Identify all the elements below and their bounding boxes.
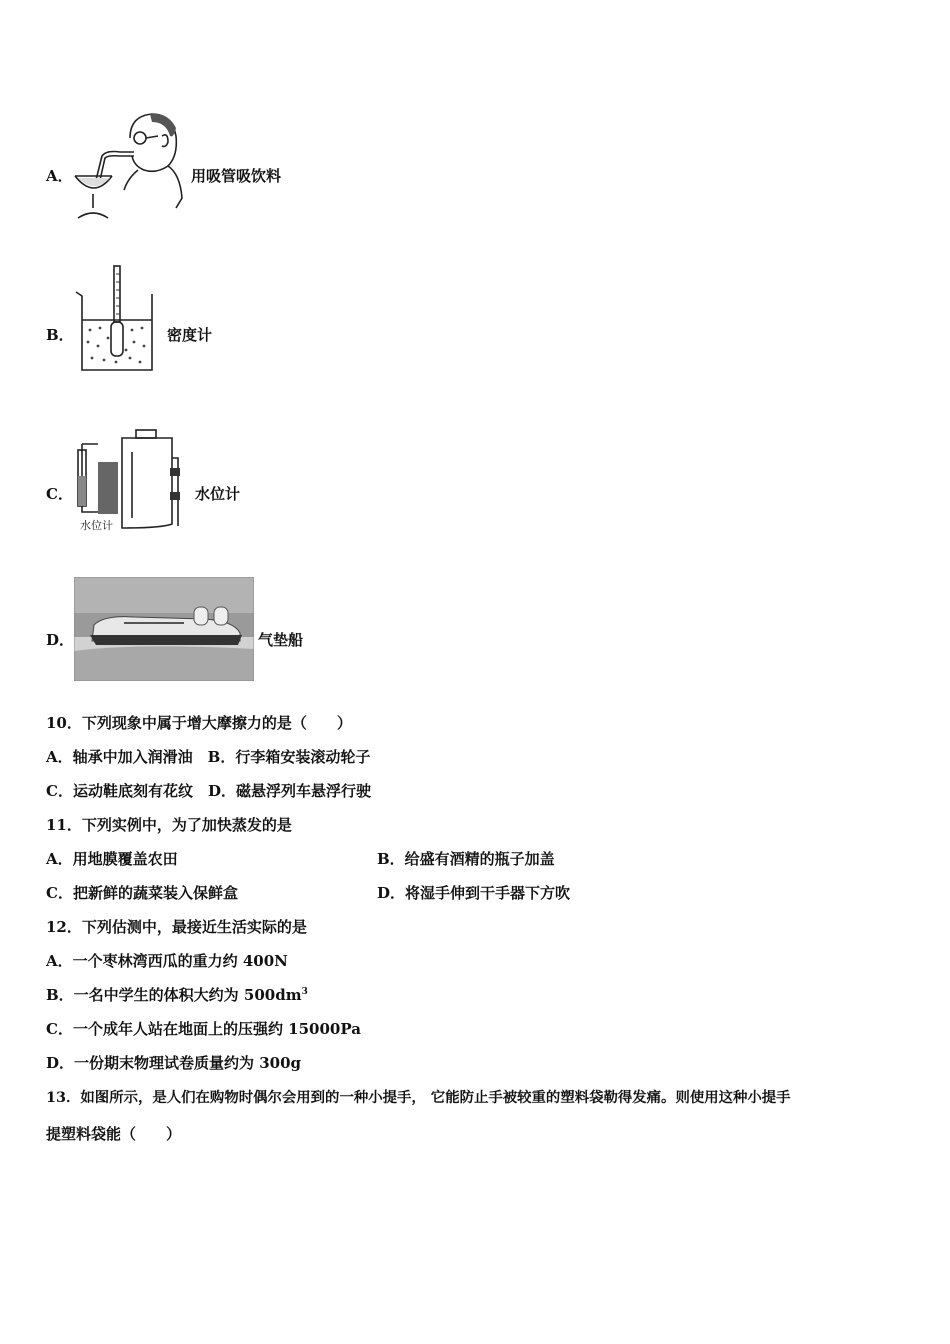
- hydrometer-figure: [72, 262, 158, 374]
- q11-option-a: A．用地膜覆盖农田: [46, 850, 178, 868]
- q11-option-c: C．把新鲜的蔬菜装入保鲜盒: [46, 884, 238, 902]
- q10-options-line2: C．运动鞋底刻有花纹 D．磁悬浮列车悬浮行驶: [46, 782, 371, 800]
- option-a-caption: 用吸管吸饮料: [191, 167, 282, 185]
- option-a-letter: A．: [46, 167, 73, 185]
- q13-stem-line2: 提塑料袋能（ ）: [46, 1125, 182, 1143]
- q12-option-a: A．一个枣林湾西瓜的重力约 400N: [46, 952, 288, 970]
- q10-stem: 10．下列现象中属于增大摩擦力的是（ ）: [46, 714, 352, 732]
- option-b-letter: B．: [46, 326, 74, 344]
- option-c-caption: 水位计: [195, 485, 241, 503]
- q13-stem-line1: 13．如图所示，是人们在购物时偶尔会用到的一种小提手， 它能防止手被较重的塑料袋勒得发痛。则使用这种小提手: [46, 1089, 791, 1106]
- q10-options-line1: A．轴承中加入润滑油 B．行李箱安装滚动轮子: [46, 748, 371, 766]
- q12-option-b: [46, 984, 308, 1005]
- q12-option-d: D．一份期末物理试卷质量约为 300g: [46, 1054, 302, 1072]
- q11-stem: 11．下列实例中，为了加快蒸发的是: [46, 816, 292, 834]
- drinking-straw-figure: [72, 108, 187, 220]
- q12-stem: 12．下列估测中，最接近生活实际的是: [46, 918, 307, 936]
- q12-option-c: C．一个成年人站在地面上的压强约 15000Pa: [46, 1020, 361, 1038]
- boiler-water-gauge-figure: [72, 428, 188, 534]
- option-b-caption: 密度计: [167, 326, 213, 344]
- q12-option-b-exponent: 3: [301, 987, 308, 997]
- option-c-letter: C．: [46, 485, 73, 503]
- q11-option-b: B．给盛有酒精的瓶子加盖: [377, 850, 555, 868]
- option-d-caption: 气垫船: [258, 631, 304, 649]
- figure-label-water-gauge: 水位计: [80, 519, 113, 532]
- q11-option-d: D．将湿手伸到干手器下方吹: [377, 884, 571, 902]
- hovercraft-photo: [74, 577, 254, 681]
- option-d-letter: D．: [46, 631, 75, 649]
- q12-option-b-text: B．一名中学生的体积大约为 500dm: [46, 986, 302, 1004]
